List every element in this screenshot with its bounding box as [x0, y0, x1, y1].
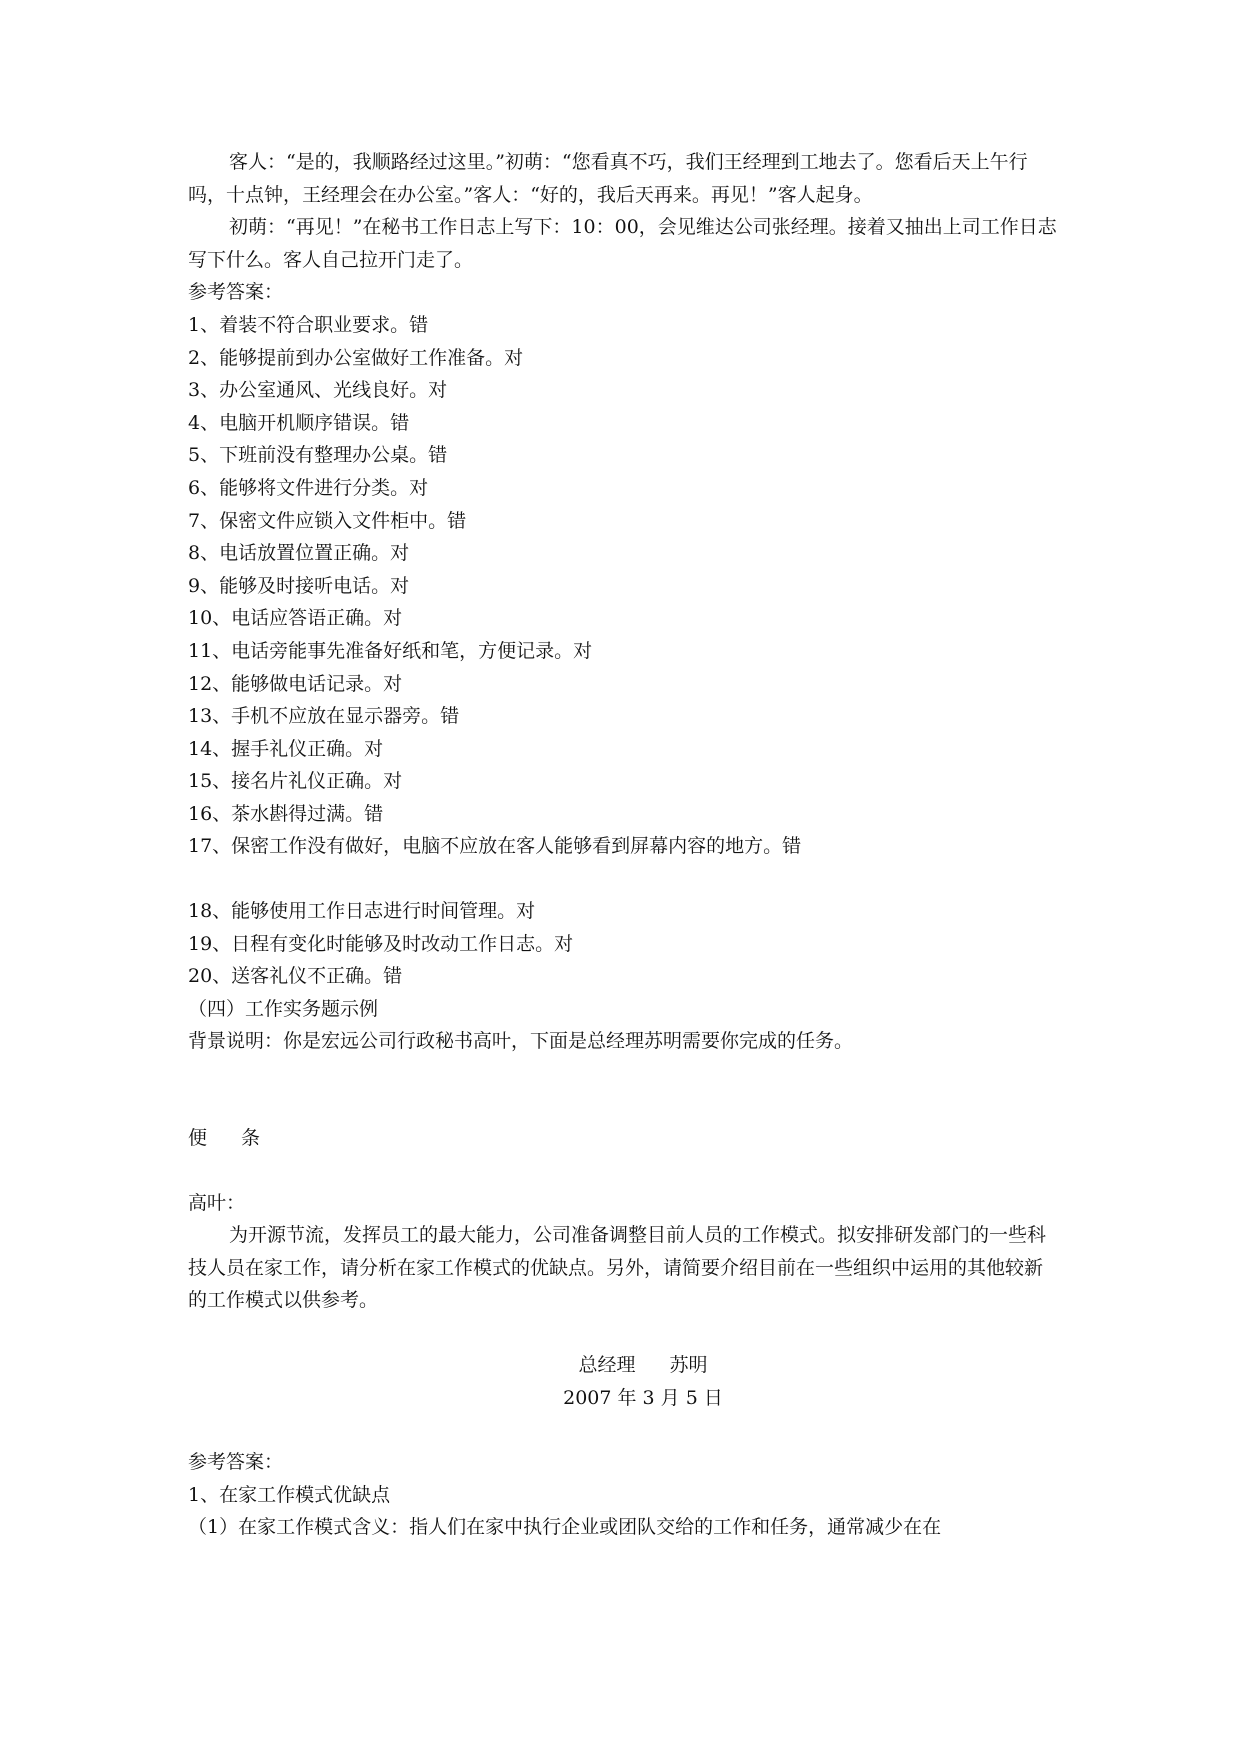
blank-line	[188, 1414, 1058, 1446]
note-salutation: 高叶：	[188, 1191, 246, 1214]
list-item: 9、能够及时接听电话。对	[188, 574, 410, 597]
document-page	[188, 146, 1058, 1544]
signature-role: 总经理	[578, 1354, 636, 1376]
note-signature	[188, 1349, 1058, 1382]
blank-line	[188, 1155, 1058, 1187]
list-item: 8、电话放置位置正确。对	[188, 542, 410, 565]
note-title	[188, 1122, 1058, 1155]
list-item: 19、日程有变化时能够及时改动工作日志。对	[188, 932, 574, 955]
list-item: 3、办公室通风、光线良好。对	[188, 379, 448, 402]
list-item: 2、能够提前到办公室做好工作准备。对	[188, 346, 524, 369]
blank-line	[188, 863, 1058, 895]
list-item: 4、电脑开机顺序错误。错	[188, 411, 410, 434]
list-item: 20、送客礼仪不正确。错	[188, 965, 403, 988]
signature-name: 苏明	[669, 1354, 708, 1376]
background-text: 背景说明：你是宏远公司行政秘书高叶，下面是总经理苏明需要你完成的任务。	[188, 1030, 854, 1053]
list-item: 14、握手礼仪正确。对	[188, 737, 384, 760]
blank-line	[188, 1317, 1058, 1349]
answers-list	[188, 309, 1058, 993]
list-item: 15、接名片礼仪正确。对	[188, 770, 403, 793]
list-item: 17、保密工作没有做好，电脑不应放在客人能够看到屏幕内容的地方。错	[188, 835, 802, 858]
list-item: 16、茶水斟得过满。错	[188, 802, 384, 825]
list-item: 11、电话旁能事先准备好纸和笔，方便记录。对	[188, 639, 593, 662]
list-item: 18、能够使用工作日志进行时间管理。对	[188, 900, 536, 923]
answers-heading: 参考答案：	[188, 281, 284, 304]
section-heading: （四）工作实务题示例	[188, 997, 379, 1020]
answer-item-1-sub: （1）在家工作模式含义：指人们在家中执行企业或团队交给的工作和任务，通常减少在在	[188, 1516, 942, 1539]
list-item: 5、下班前没有整理办公桌。错	[188, 444, 448, 467]
answer-item-1: 1、在家工作模式优缺点	[188, 1483, 391, 1506]
list-item: 13、手机不应放在显示器旁。错	[188, 705, 460, 728]
note-body: 为开源节流，发挥员工的最大能力，公司准备调整目前人员的工作模式。拟安排研发部门的一些科技人员在家工作，请分析在家工作模式的优缺点。另外，请简要介绍目前在一些组织中运用的其他较新的工作模式以供参考。	[188, 1224, 1047, 1312]
note-title-char-1: 便	[188, 1127, 208, 1150]
note-title-char-2: 条	[241, 1127, 261, 1150]
dialogue-paragraph-1: 客人：“是的，我顺路经过这里。”初萌：“您看真不巧，我们王经理到工地去了。您看后天上午行吗，十点钟，王经理会在办公室。”客人：“好的，我后天再来。再见！”客人起身。	[188, 151, 1028, 206]
answers-heading-2: 参考答案：	[188, 1451, 284, 1474]
list-item: 12、能够做电话记录。对	[188, 672, 403, 695]
list-item: 6、能够将文件进行分类。对	[188, 476, 429, 499]
list-item: 1、着装不符合职业要求。错	[188, 313, 429, 336]
blank-line	[188, 1090, 1058, 1122]
list-item: 10、电话应答语正确。对	[188, 607, 403, 630]
blank-line	[188, 1058, 1058, 1090]
list-item: 7、保密文件应锁入文件柜中。错	[188, 509, 467, 532]
note-date: 2007 年 3 月 5 日	[563, 1386, 723, 1409]
dialogue-paragraph-2: 初萌：“再见！”在秘书工作日志上写下：10：00，会见维达公司张经理。接着又抽出上司工作日志写下什么。客人自己拉开门走了。	[188, 216, 1057, 271]
